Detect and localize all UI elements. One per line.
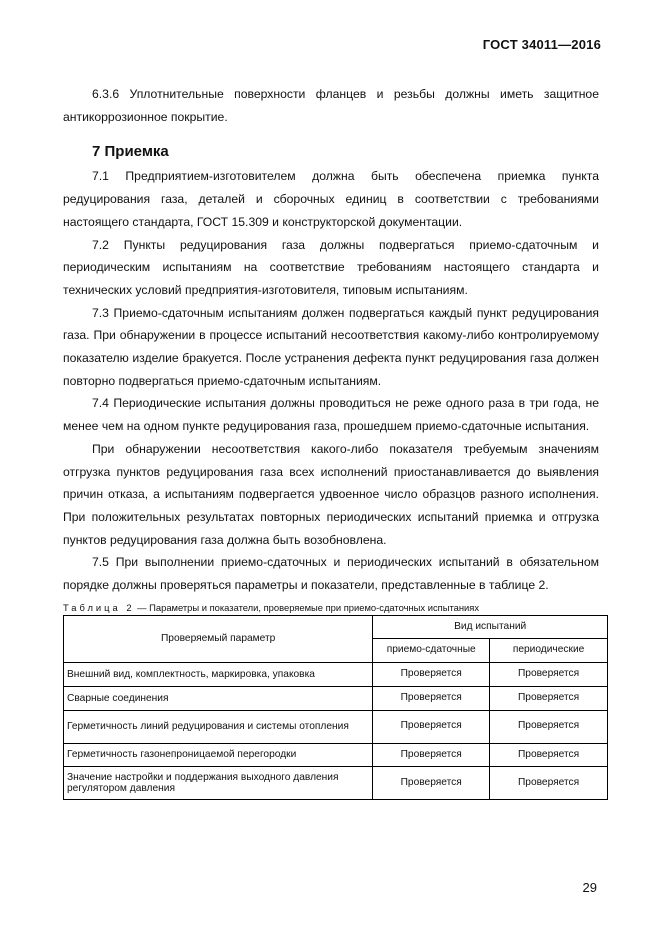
row-acceptance: Проверяется xyxy=(373,743,490,767)
row-parameter: Сварные соединения xyxy=(64,686,373,710)
page-number: 29 xyxy=(582,880,597,895)
paragraph-7-3: 7.3 Приемо-сдаточным испытаниям должен подвергаться каждый пункт редуцирования газа. При обнаружении в процессе испытаний несоответствия какому-либо контролируемому показателю изделие бракуется. После устранения дефекта пункт редуцирования газа должен повторно подвергаться приемо-сдаточным испытаниям. xyxy=(63,305,599,388)
test-parameters-table xyxy=(63,615,608,801)
page-content xyxy=(63,83,599,800)
header-parameter: Проверяемый параметр xyxy=(64,615,373,662)
table-row xyxy=(64,767,608,800)
header-periodic: периодические xyxy=(490,639,608,663)
row-acceptance: Проверяется xyxy=(373,767,490,800)
row-parameter: Внешний вид, комплектность, маркировка, упаковка xyxy=(64,663,373,687)
header-acceptance: приемо-сдаточные xyxy=(373,639,490,663)
row-periodic: Проверяется xyxy=(490,686,608,710)
row-periodic: Проверяется xyxy=(490,663,608,687)
table-row xyxy=(64,686,608,710)
table-caption xyxy=(63,602,599,614)
table-row xyxy=(64,710,608,743)
table-caption-label: Таблица 2 xyxy=(63,601,135,613)
row-acceptance: Проверяется xyxy=(373,686,490,710)
paragraph-7-2: 7.2 Пункты редуцирования газа должны подвергаться приемо-сдаточным и периодическим испытаниям на соответствие требованиям настоящего стандарта и технических условий предприятия-изготовителя, типовым испытаниям. xyxy=(63,237,599,297)
row-periodic: Проверяется xyxy=(490,710,608,743)
row-acceptance: Проверяется xyxy=(373,710,490,743)
table-caption-text: — Параметры и показатели, проверяемые при приемо-сдаточных испытаниях xyxy=(134,601,480,613)
paragraph-7-5: 7.5 При выполнении приемо-сдаточных и периодических испытаний в обязательном порядке должны проверяться параметры и показатели, представленные в таблице 2. xyxy=(63,555,599,593)
row-periodic: Проверяется xyxy=(490,743,608,767)
section-heading: 7 Приемка xyxy=(92,143,169,161)
paragraph-6-3-6: 6.3.6 Уплотнительные поверхности фланцев и резьбы должны иметь защитное антикоррозионное покрытие. xyxy=(63,87,599,124)
row-parameter: Значение настройки и поддержания выходного давления регулятором давления xyxy=(64,767,373,800)
row-acceptance: Проверяется xyxy=(373,663,490,687)
paragraph-7-4: 7.4 Периодические испытания должны проводиться не реже одного раза в три года, не менее чем на одном пункте редуцирования газа, прошедшем приемо-сдаточные испытания. xyxy=(63,396,599,434)
row-parameter: Герметичность линий редуцирования и системы отопления xyxy=(64,710,373,743)
row-parameter: Герметичность газонепроницаемой перегородки xyxy=(64,743,373,767)
header-test-type: Вид испытаний xyxy=(373,615,608,639)
table-row xyxy=(64,663,608,687)
paragraph-7-1: 7.1 Предприятием-изготовителем должна быть обеспечена приемка пункта редуцирования газа, деталей и сборочных единиц в соответствии с требованиями настоящего стандарта, ГОСТ 15.309 и конструкторской документации. xyxy=(63,169,599,229)
table-row xyxy=(64,743,608,767)
row-periodic: Проверяется xyxy=(490,767,608,800)
document-header: ГОСТ 34011—2016 xyxy=(482,37,601,52)
paragraph-7-4-continued: При обнаружении несоответствия какого-либо показателя требуемым значениям отгрузка пунктов редуцирования газа всех исполнений приостанавливается до выявления причин отказа, а испытаниям подвергается удвоенное число образцов разного исполнения. При положительных результатах повторных периодических испытаний приемка и отгрузка пунктов редуцирования газа должна быть возобновлена. xyxy=(63,441,599,547)
